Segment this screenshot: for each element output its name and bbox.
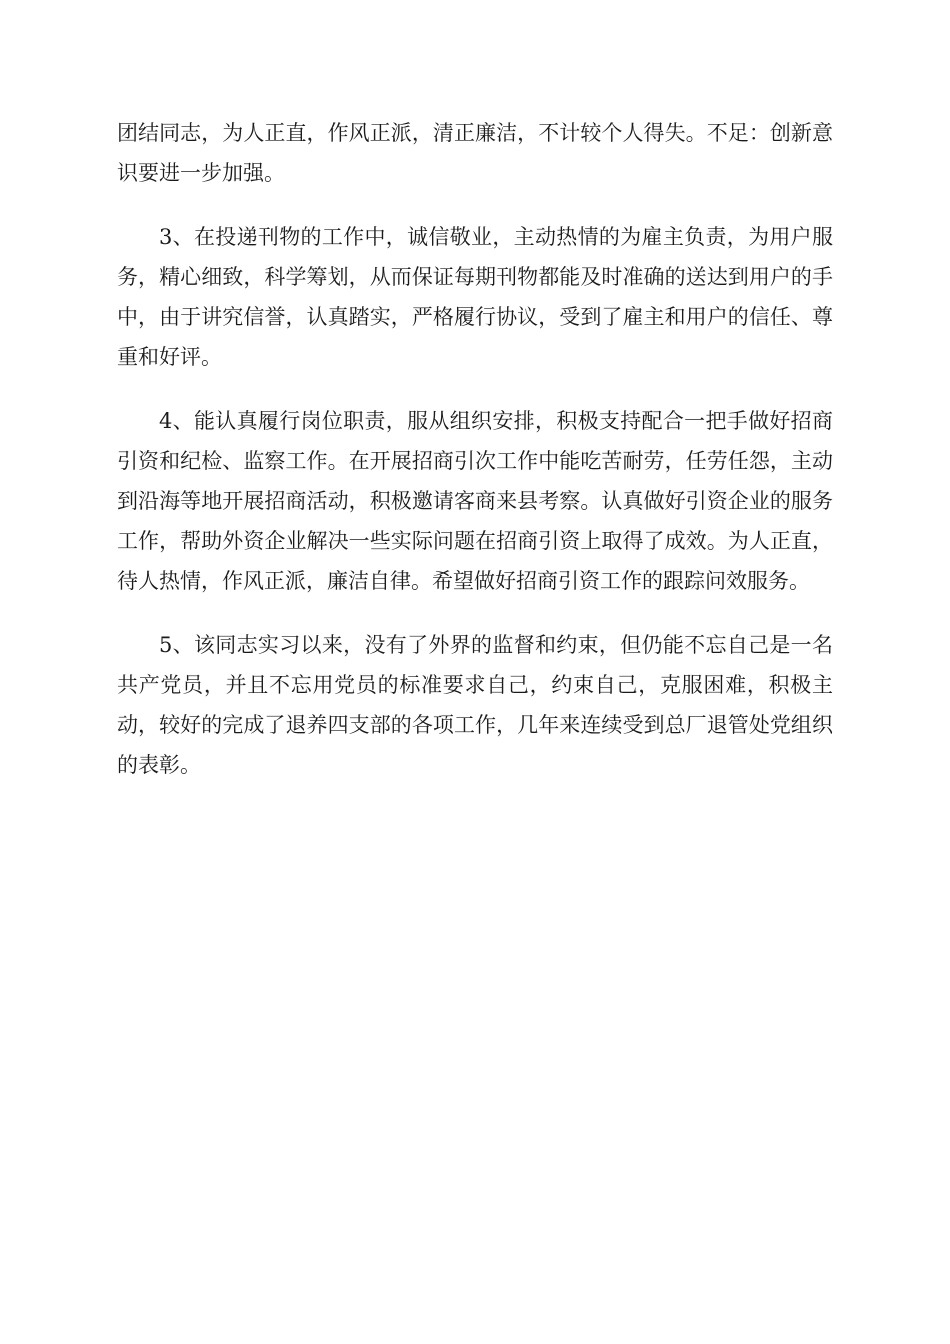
paragraph-continuation: 团结同志，为人正直，作风正派，清正廉洁，不计较个人得失。不足：创新意识要进一步加强。 [117, 121, 833, 185]
document-body [117, 113, 833, 809]
paragraph-item-4: 4、能认真履行岗位职责，服从组织安排，积极支持配合一把手做好招商引资和纪检、监察工作。在开展招商引次工作中能吃苦耐劳，任劳任怨，主动到沿海等地开展招商活动，积极邀请客商来县考察。认真做好引资企业的服务工作，帮助外资企业解决一些实际问题在招商引资上取得了成效。为人正直，待人热情，作风正派，廉洁自律。希望做好招商引资工作的跟踪问效服务。 [117, 409, 833, 593]
paragraph-item-5: 5、该同志实习以来，没有了外界的监督和约束，但仍能不忘自己是一名共产党员，并且不忘用党员的标准要求自己，约束自己，克服困难，积极主动，较好的完成了退养四支部的各项工作，几年来连续受到总厂退管处党组织的表彰。 [117, 633, 833, 777]
paragraph-item-3: 3、在投递刊物的工作中，诚信敬业，主动热情的为雇主负责，为用户服务，精心细致，科学筹划，从而保证每期刊物都能及时准确的送达到用户的手中，由于讲究信誉，认真踏实，严格履行协议，受到了雇主和用户的信任、尊重和好评。 [117, 225, 833, 369]
